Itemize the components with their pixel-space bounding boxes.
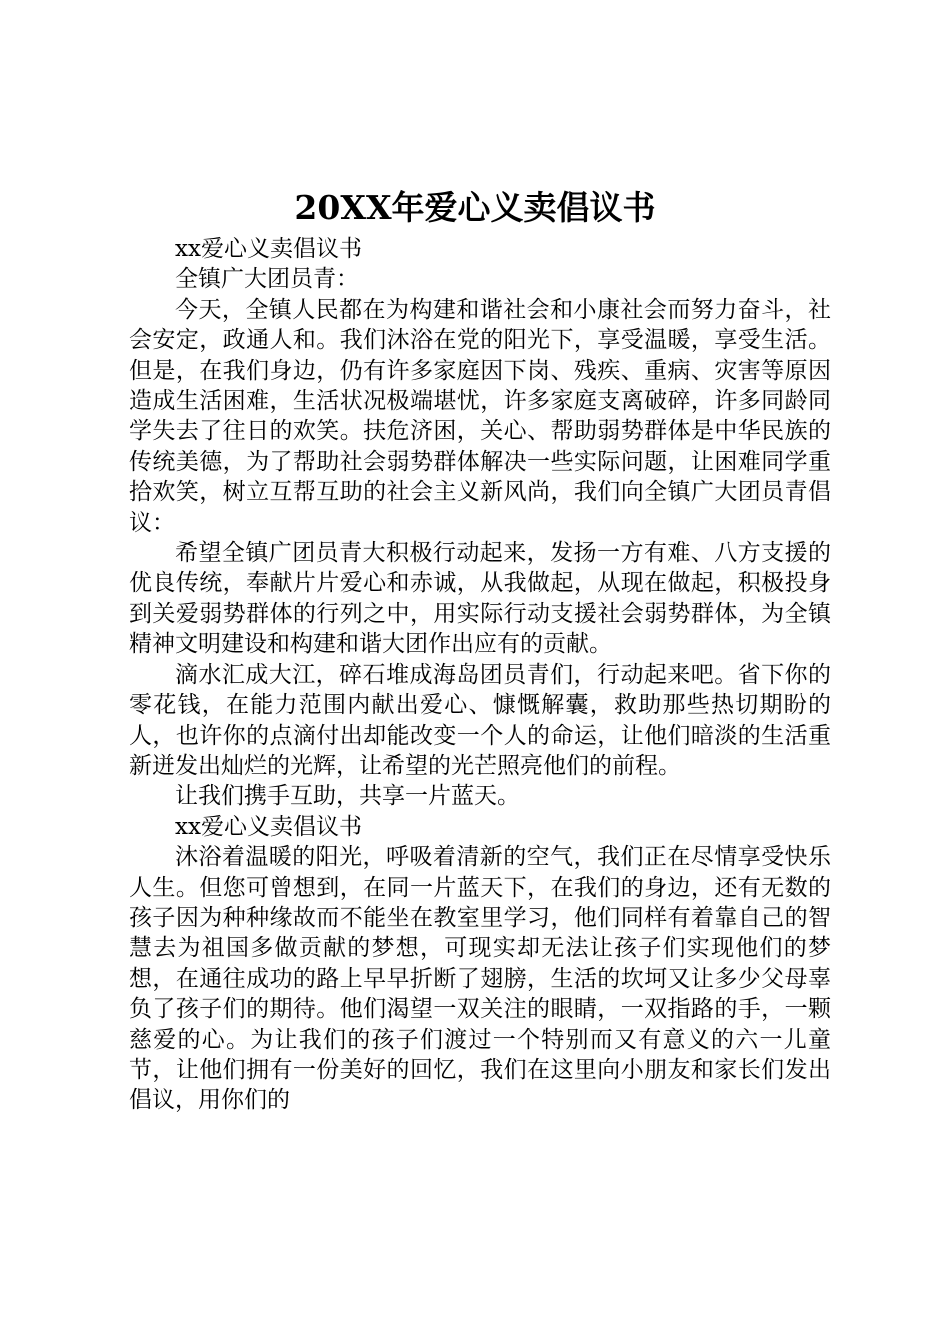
paragraph: 让我们携手互助，共享一片蓝天。 <box>175 783 520 810</box>
paragraph: 沐浴着温暖的阳光，呼吸着清新的空气，我们正在尽情享受快乐人生。但您可曾想到，在同一片蓝天下，在我们的身边，还有无数的孩子因为种种缘故而不能坐在教室里学习，他们同样有着靠自己的智慧去为祖国多做贡献的梦想，可现实却无法让孩子们实现他们的梦想，在通往成功的路上早早折断了翅膀，生活的坎坷又让多少父母辜负了孩子们的期待。他们渴望一双关注的眼睛，一双指路的手，一颗慈爱的心。为让我们的孩子们渡过一个特别而又有意义的六一儿童节，让他们拥有一份美好的回忆，我们在这里向小朋友和家长们发出倡议，用你们的 <box>129 844 831 1114</box>
document-body <box>129 234 831 1116</box>
paragraph: 希望全镇广团员青大积极行动起来，发扬一方有难、八方支援的优良传统，奉献片片爱心和赤诚，从我做起，从现在做起，积极投身到关爱弱势群体的行列之中，用实际行动支援社会弱势群体，为全镇精神文明建设和构建和谐大团作出应有的贡献。 <box>129 540 831 658</box>
paragraph: xx爱心义卖倡议书 <box>175 813 362 840</box>
paragraph: xx爱心义卖倡议书 <box>175 236 362 262</box>
paragraph: 今天，全镇人民都在为构建和谐社会和小康社会而努力奋斗，社会安定，政通人和。我们沐浴在党的阳光下，享受温暖，享受生活。但是，在我们身边，仍有许多家庭因下岗、残疾、重病、灾害等原因造成生活困难，生活状况极端堪忧，许多家庭支离破碎，许多同龄同学失去了往日的欢笑。扶危济困，关心、帮助弱势群体是中华民族的传统美德，为了帮助社会弱势群体解决一些实际问题，让困难同学重拾欢笑，树立互帮互助的社会主义新风尚，我们向全镇广大团员青倡议： <box>129 296 831 536</box>
document-title: 20XX年爱心义卖倡议书 <box>294 188 656 227</box>
paragraph: 全镇广大团员青： <box>175 266 359 293</box>
paragraph: 滴水汇成大江，碎石堆成海岛团员青们，行动起来吧。省下你的零花钱，在能力范围内献出爱心、慷慨解囊，救助那些热切期盼的人，也许你的点滴付出却能改变一个人的命运，让他们暗淡的生活重新迸发出灿烂的光辉，让希望的光芒照亮他们的前程。 <box>129 661 831 779</box>
